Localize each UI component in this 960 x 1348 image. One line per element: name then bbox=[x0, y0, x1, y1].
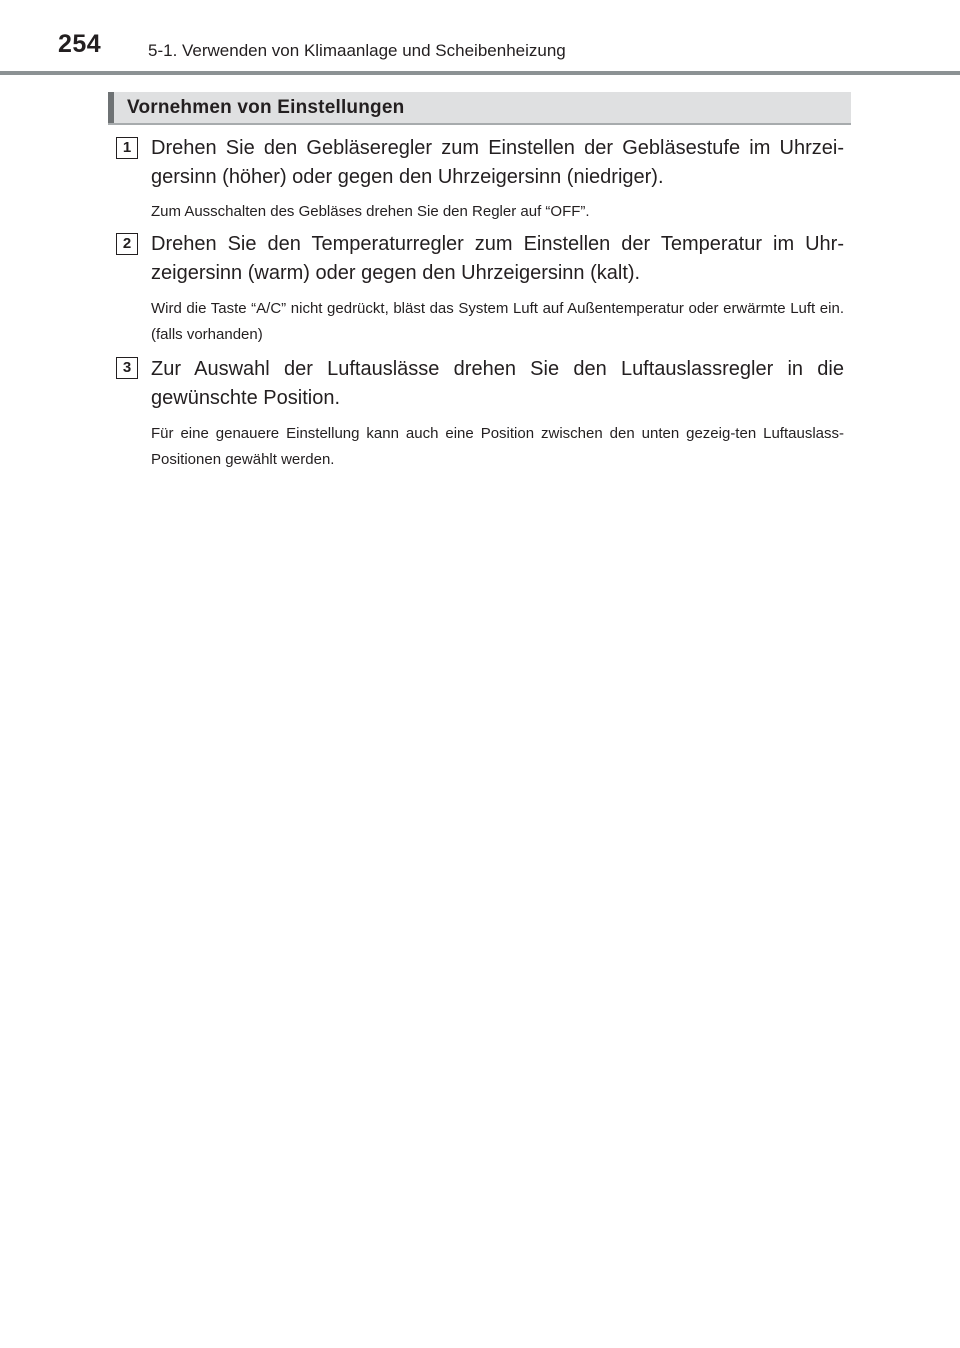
page-number: 254 bbox=[58, 30, 102, 58]
step-number-badge: 1 bbox=[116, 137, 138, 159]
step-note: Für eine genauere Einstellung kann auch eine Position zwischen den unten gezeig-ten Luftauslass-Positionen gewählt werden. bbox=[151, 425, 844, 468]
chapter-title: 5-1. Verwenden von Klimaanlage und Scheibenheizung bbox=[148, 41, 566, 60]
step-instruction: Drehen Sie den Temperaturregler zum Einstellen der Temperatur im Uhr-zeigersinn (warm) oder gegen den Uhrzeigersinn (kalt). bbox=[151, 233, 844, 284]
section-title: Vornehmen von Einstellungen bbox=[127, 97, 405, 118]
step-number-badge: 3 bbox=[116, 357, 138, 379]
step-note: Wird die Taste “A/C” nicht gedrückt, bläst das System Luft auf Außentemperatur oder erwärmte Luft ein. (falls vorhanden) bbox=[151, 300, 844, 343]
step-instruction: Drehen Sie den Gebläseregler zum Einstellen der Gebläsestufe im Uhrzei-gersinn (höher) oder gegen den Uhrzeigersinn (niedriger). bbox=[151, 137, 844, 188]
header-divider bbox=[0, 71, 960, 75]
step-number-badge: 2 bbox=[116, 233, 138, 255]
step-note: Zum Ausschalten des Gebläses drehen Sie den Regler auf “OFF”. bbox=[151, 203, 590, 220]
section-heading-underline bbox=[108, 123, 851, 125]
step-instruction: Zur Auswahl der Luftauslässe drehen Sie den Luftauslassregler in die gewünschte Position. bbox=[151, 358, 844, 409]
